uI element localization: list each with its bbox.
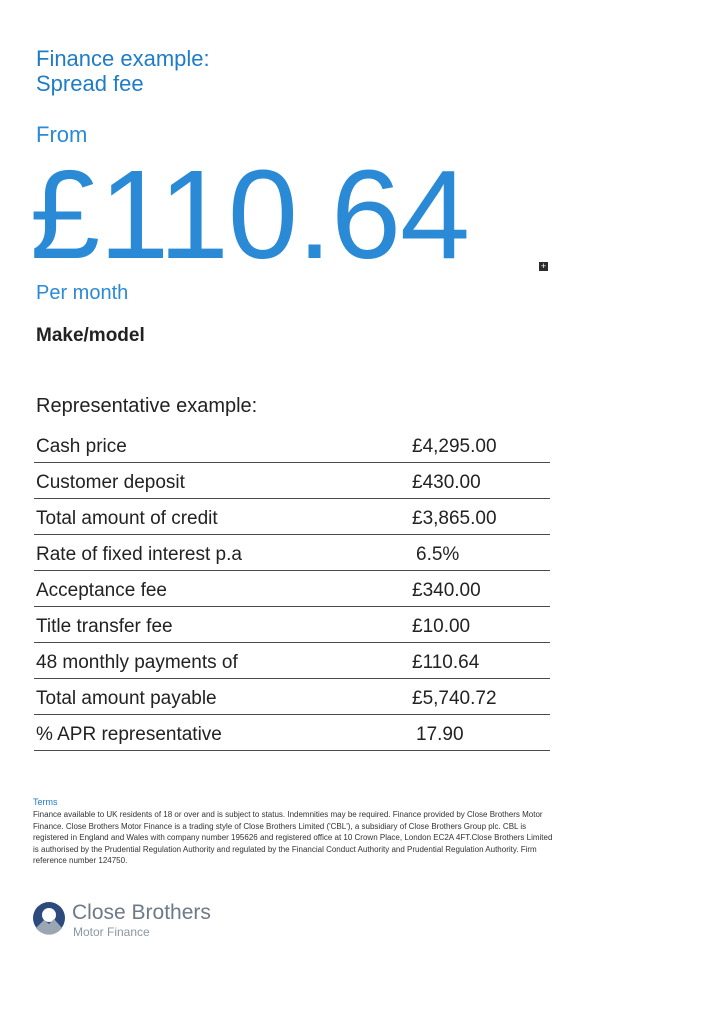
close-brothers-logo-icon bbox=[32, 901, 66, 935]
row-value: 6.5% bbox=[416, 544, 460, 565]
representative-example-table bbox=[34, 427, 550, 751]
close-brothers-logo bbox=[32, 900, 252, 942]
heading-line-2: Spread fee bbox=[36, 71, 144, 96]
row-value: £5,740.72 bbox=[412, 688, 497, 709]
row-value: £430.00 bbox=[412, 472, 481, 493]
monthly-price: £110.64 bbox=[30, 144, 470, 285]
terms-body: Finance available to UK residents of 18 or over and is subject to status. Indemnities may be required. Finance provided by Close Brothers Motor Finance. Close Brothers Motor Finance is a trading style of Close Brothers Limited ('CBL'), a subsidiary of Close Brothers Group plc. CBL is registered in England and Wales with company number 195626 and registered office at 10 Crown Place, London EC2A 4FT.Close Brothers Limited is authorised by the Prudential Regulation Authority and regulated by the Financial Conduct Authority and Prudential Regulation Authority. Firm reference number 124750. bbox=[33, 810, 553, 865]
row-value: £340.00 bbox=[412, 580, 481, 601]
row-label: % APR representative bbox=[36, 724, 222, 745]
table-row-monthly-payments bbox=[34, 643, 550, 679]
finance-example-heading bbox=[36, 46, 210, 96]
heading-line-1: Finance example: bbox=[36, 46, 210, 71]
plus-square-icon: + bbox=[540, 261, 547, 271]
row-value: £3,865.00 bbox=[412, 508, 497, 529]
table-row-total-payable bbox=[34, 679, 550, 715]
row-label: Total amount of credit bbox=[36, 508, 218, 529]
table-row-cash-price bbox=[34, 427, 550, 463]
row-label: Cash price bbox=[36, 436, 127, 457]
row-value: £110.64 bbox=[412, 652, 480, 673]
make-model-label: Make/model bbox=[36, 325, 145, 346]
table-row-title-transfer-fee bbox=[34, 607, 550, 643]
from-label: From bbox=[36, 122, 88, 147]
row-value: 17.90 bbox=[416, 724, 464, 745]
row-label: Rate of fixed interest p.a bbox=[36, 544, 242, 565]
table-row-interest-rate bbox=[34, 535, 550, 571]
table-row-acceptance-fee bbox=[34, 571, 550, 607]
representative-example-title: Representative example: bbox=[36, 395, 258, 417]
table-row-total-credit bbox=[34, 499, 550, 535]
row-value: £4,295.00 bbox=[412, 436, 497, 457]
brand-name: Close Brothers bbox=[72, 901, 211, 924]
per-month-label: Per month bbox=[36, 282, 129, 304]
row-value: £10.00 bbox=[412, 616, 471, 637]
brand-division: Motor Finance bbox=[73, 925, 150, 939]
row-label: Title transfer fee bbox=[36, 616, 173, 637]
table-row-customer-deposit bbox=[34, 463, 550, 499]
row-label: 48 monthly payments of bbox=[36, 652, 238, 673]
row-label: Customer deposit bbox=[36, 472, 185, 493]
terms-title: Terms bbox=[33, 797, 58, 807]
row-label: Acceptance fee bbox=[36, 580, 167, 601]
table-row-apr bbox=[34, 715, 550, 751]
row-label: Total amount payable bbox=[36, 688, 217, 709]
